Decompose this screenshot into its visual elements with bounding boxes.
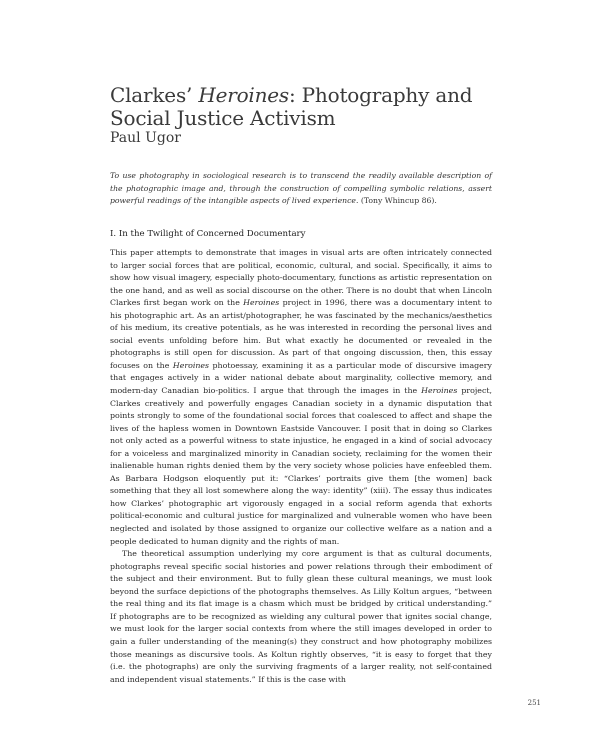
epigraph	[110, 170, 492, 208]
p1-seg4: project, Clarkes creatively and powerfully engages Canadian society in a dynamic disputation that points strongly to some of the foundational social forces that coalesced to affect and shape the lives of the hapless women in Downtown Eastside Vancouver. I posit that in doing so Clarkes not only acted as a powerful witness to state injustice, he engaged in a kind of social advocacy for a voiceless and marginalized minority in Canadian society, reclaiming for the women their inalienable human rights denied them by the very society whose policies have enfeebled them. As Barbara Hodgson eloquently put it: “Clarkes’ portraits give them [the women] back something that they all lost somewhere along the way: identity” (xiii). The essay thus indicates how Clarkes’ photographic art vigorously engaged in a social reform agenda that exhorts political-economic and cultural justice for marginalized and vulnerable women who have been neglected and isolated by those assigned to organize our collective welfare as a nation and a people dedicated to human dignity and the rights of man.	[110, 386, 492, 546]
title-text-part2: : Photography and	[288, 83, 473, 107]
title-italic-heroines: Heroines	[198, 83, 289, 107]
p1-seg1: This paper attempts to demonstrate that images in visual arts are often intricately connected to larger social forces that are political, economic, cultural, and social. Specifically, it aims to show how visual imagery, especially photo-documentary, functions as artistic representation on the one hand, and as well as social discourse on the other. There is no doubt that when Lincoln Clarkes first began work on the	[110, 248, 492, 308]
article-title	[110, 84, 510, 130]
title-line2: Social Justice Activism	[110, 106, 336, 130]
p1-italic-1: Heroines	[243, 298, 280, 308]
page-number: 251	[527, 699, 541, 707]
p1-seg3: photoessay, examining it as a particular mode of discursive imagery that engages actively in a wider national debate about marginality, collective memory, and modern-day Canadian bio-politics. I argue that through the images in the	[110, 360, 492, 396]
author-name: Paul Ugor	[110, 130, 181, 146]
p1-italic-2: Heroines	[172, 360, 210, 370]
title-text-part1: Clarkes’	[110, 83, 199, 107]
section-heading: I. In the Twilight of Concerned Documentary	[110, 229, 306, 239]
epigraph-citation: (Tony Whincup 86).	[358, 196, 437, 205]
body-text	[110, 247, 492, 686]
epigraph-quote: To use photography in sociological research is to transcend the readily available description of the photographic image and, through the construction of compelling symbolic relations, assert powerful readings of the intangible aspects of lived experience.	[110, 171, 492, 205]
p1-italic-3: Heroines	[421, 386, 458, 396]
paragraph-2: The theoretical assumption underlying my core argument is that as cultural documents, photographs reveal specific social histories and power relations through their embodiment of the subject and their environment. But to fully glean these cultural meanings, we must look beyond the surface depictions of the photographs themselves. As Lilly Koltun argues, “between the real thing and its flat image is a chasm which must be bridged by critical understanding.” If photographs are to be recognized as wielding any cultural power that ignites social change, we must look for the larger social contexts from where the still images developed in order to gain a fuller understanding of the meaning(s) they construct and how photography mobilizes those meanings as discursive tools. As Koltun rightly observes, “it is easy to forget that they (i.e. the photographs) are only the surviving fragments of a larger reality, not self-contained and independent visual statements.” If this is the case with	[110, 549, 492, 684]
paragraph-1	[110, 247, 492, 548]
p1-seg2: project in 1996, there was a documentary intent to his photographic art. As an artist/photographer, he was fascinated by the mechanics/aesthetics of his medium, its creative potentials, as he was interested in recording the personal lives and social events unfolding before him. But what exactly he documented or revealed in the photographs is still open for discussion. As part of that ongoing discussion, then, this essay focuses on the	[110, 298, 492, 370]
